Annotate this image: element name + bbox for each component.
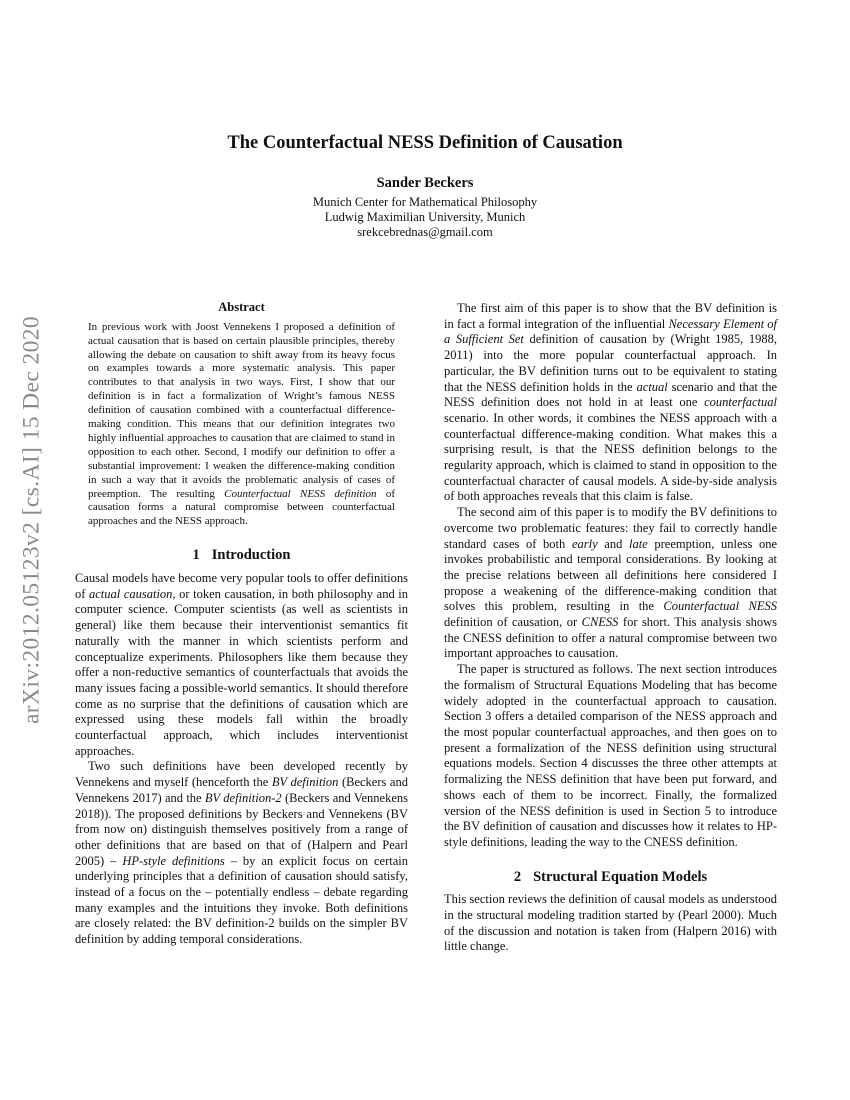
section-heading-structural-equation-models: 2 Structural Equation Models [513,868,708,885]
author-email: srekcebrednas@gmail.com [357,225,493,239]
intro-paragraph-4: The second aim of this paper is to modify the BV definitions to overcome two problematic features: they fail to correctly handle standard cases of both early and late preemption, unless one invokes probabilistic and temporal considerations. By looking at the precise relations between all definitions here considered I propose a weakening of the difference-making condition that solves this problem, resulting in the Counterfactual NESS definition of causation, or CNESS for short. This analysis shows the CNESS definition to offer a natural compromise between two important approaches to causation. [444,505,777,661]
right-column [444,300,777,955]
abstract-text: In previous work with Joost Vennekens I proposed a definition of actual causation that is based on certain plausible principles, thereby allowing the debate on causation to shift away from its heavy focus on examples towards a more systematic analysis. This paper contributes to that analysis in two ways. First, I show that our definition is in fact a formalization of Wright’s famous NESS definition of causation combined with a counterfactual difference-making condition. This means that our definition integrates two highly influential approaches to causation that are claimed to stand in opposition to each other. Second, I modify our definition to offer a substantial improvement: I weaken the difference-making condition in such a way that it avoids the problematic analysis of cases of preemption. The resulting Counterfactual NESS definition of causation forms a natural compromise between counterfactual approaches and the NESS approach. [88,320,396,528]
section-heading-introduction: 1 Introduction [192,547,291,564]
intro-paragraph-2: Two such definitions have been developed recently by Vennekens and myself (henceforth the BV definition (Beckers and Vennekens 2017) and the BV definition-2 (Beckers and Vennekens 2018)). The proposed definitions by Beckers and Vennekens (BV from now on) distinguish themselves positively from a range of other definitions that are based on that of (Halpern and Pearl 2005) – HP-style definitions – by an explicit focus on certain underlying principles that a definition of causation should satisfy, instead of a focus on the – potentially endless – debate regarding many examples and the intuitions they invoke. Both definitions are closely related: the BV definition-2 builds on the simpler BV definition by adding temporal considerations. [75,759,408,947]
intro-paragraph-5: The paper is structured as follows. The next section introduces the formalism of Structural Equations Modeling that has become widely adopted in the counterfactual approach to causation. Section 3 offers a detailed comparison of the NESS approach and the most popular counterfactual approaches, and then goes on to present a formalization of the NESS definition using structural equations models. Section 4 discusses the three other attempts at formalizing the NESS definition that have been put forward, and shows each of them to be incorrect. Finally, the formalized version of the NESS definition is used in Section 5 to introduce the BV definition of causation and discusses how it relates to HP-style definitions, leading the way to the CNESS definition. [444,662,777,849]
paper-title: The Counterfactual NESS Definition of Causation [227,133,623,153]
abstract-heading: Abstract [218,300,265,314]
intro-paragraph-3: The first aim of this paper is to show that the BV definition is in fact a formal integration of the influential Necessary Element of a Sufficient Set definition of causation by (Wright 1985, 1988, 2011) into the more popular counterfactual approach. In particular, the BV definition turns out to be equivalent to stating that the NESS definition holds in the actual scenario and that the NESS definition does not hold in at least one counterfactual scenario. In other words, it combines the NESS approach with a counterfactual difference-making condition. What makes this a surprising result, is that the NESS definition belongs to the regularity approach, which is claimed to stand in opposition to the counterfactual character of causal models. A side-by-side analysis of both approaches reveals that this claim is false. [444,301,778,504]
affiliation-line-2: Ludwig Maximilian University, Munich [324,210,526,224]
author-name: Sander Beckers [376,175,474,191]
affiliation-line-1: Munich Center for Mathematical Philosophy [312,195,538,209]
arxiv-sidebar [8,270,56,770]
left-column [75,300,408,948]
intro-paragraph-1: Causal models have become very popular tools to offer definitions of actual causation, or token causation, in both philosophy and in computer science. Computer scientists (as well as scientists in general) like them because their interventionist semantics fit naturally with the manner in which scientists perform and conceptualize experiments. Philosophers like them because they offer a non-reductive semantics of counterfactuals that avoids the many issues facing a possible-world semantics. It should therefore come as no surprise that the definitions of causation which are expressed using these models fall within the broadly counterfactual approach, which includes interventionist approaches. [75,571,408,758]
arxiv-identifier: arXiv:2012.05123v2 [cs.AI] 15 Dec 2020 [18,315,45,725]
sem-paragraph-1: This section reviews the definition of causal models as understood in the structural modeling tradition started by (Pearl 2000). Much of the discussion and notation is taken from (Halpern 2016) with little change. [444,892,777,954]
